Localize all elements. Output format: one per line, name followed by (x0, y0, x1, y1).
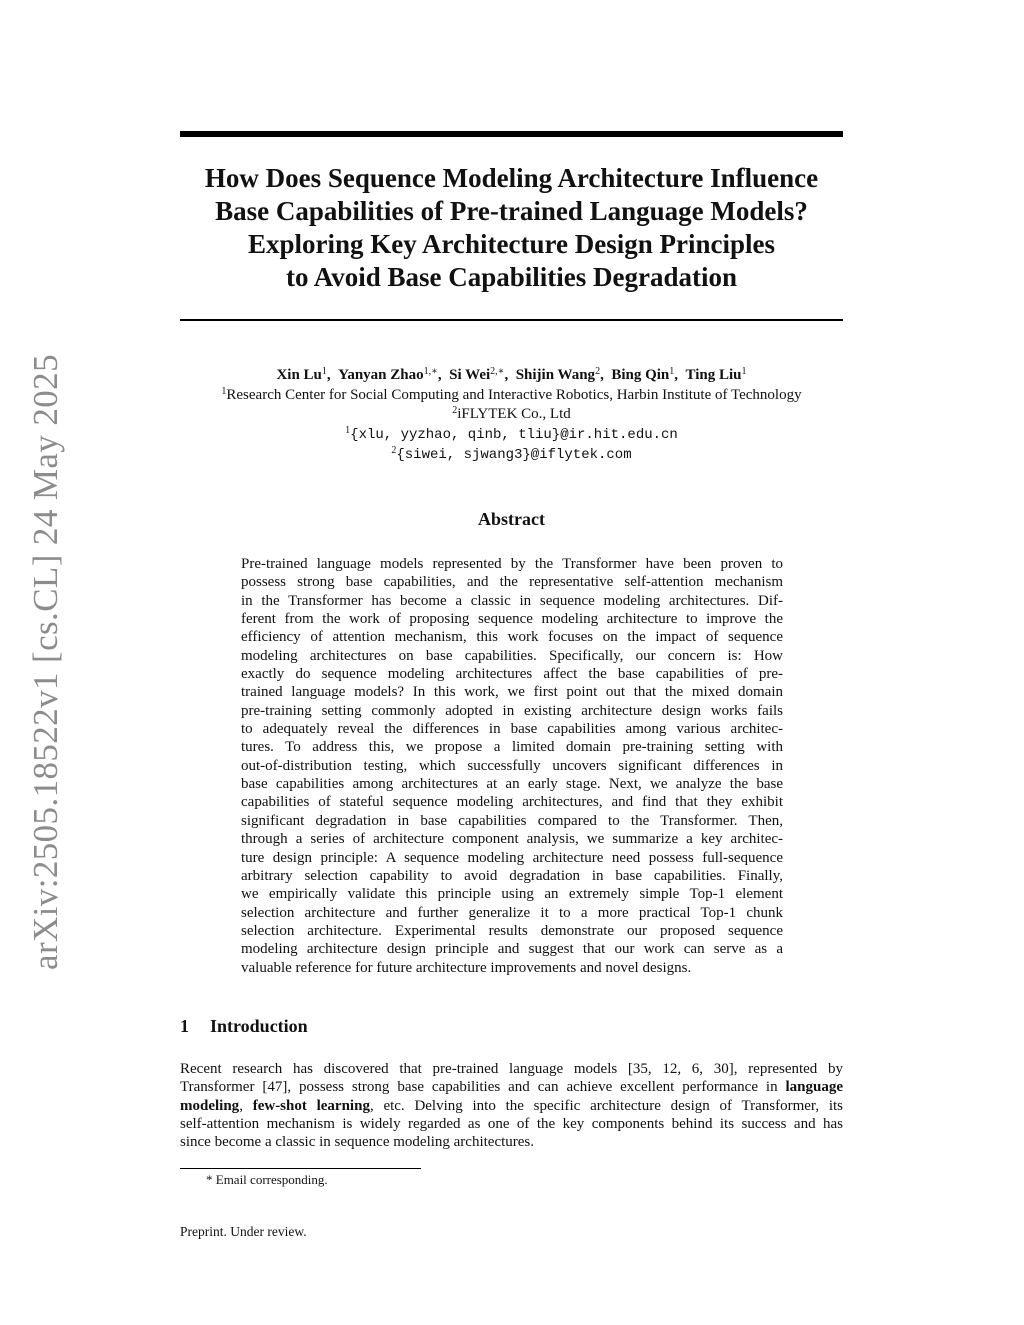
intro-line: self-attention mechanism is widely regarded as one of the key components behind its success and has (180, 1115, 843, 1132)
section-heading-introduction (180, 1016, 308, 1037)
author-affiliation-mark: 2 (595, 366, 601, 377)
abstract-line: base capabilities among architectures at an early stage. Next, we analyze the base (241, 776, 783, 793)
preprint-notice: Preprint. Under review. (180, 1224, 307, 1239)
abstract-line: valuable reference for future architecture improvements and novel designs. (241, 959, 692, 976)
author-block (180, 366, 843, 466)
abstract-line: tures. To address this, we propose a limited domain pre-training setting with (241, 739, 783, 756)
abstract-line: we empirically validate this principle using an extremely simple Top-1 element (241, 886, 783, 903)
abstract-line: to adequately reveal the differences in base capabilities among various architec- (241, 721, 783, 738)
bold-term: few-shot learning (252, 1097, 370, 1114)
abstract-line: ture design principle: A sequence modeling architecture need possess full-sequence (241, 849, 783, 866)
introduction-paragraph (180, 1060, 843, 1151)
abstract-line: modeling architectures on base capabilities. Specifically, our concern is: How (241, 647, 783, 664)
abstract-line: trained language models? In this work, we first point out that the mixed domain (241, 684, 783, 701)
author-name: Si Wei (449, 367, 491, 383)
abstract-line: ferent from the work of proposing sequence modeling architecture to improve the (241, 611, 783, 628)
intro-line: Recent research has discovered that pre-trained language models [35, 12, 6, 30], represented by (180, 1061, 843, 1077)
abstract-line: capabilities of stateful sequence modeling architectures, and find that they exhibit (241, 794, 783, 811)
author-affiliation-mark: 1 (741, 366, 747, 377)
title-rule-bottom (180, 319, 843, 321)
author-affiliation-mark: 1 (669, 366, 675, 377)
section-number: 1 (180, 1016, 189, 1036)
abstract-body (241, 555, 783, 977)
affiliation-line: $^1$Research Center for Social Computing and Interactive Robotics, Harbin Institute of Technology (221, 385, 802, 403)
title-line: How Does Sequence Modeling Architecture Influence (204, 163, 819, 193)
abstract-line: in the Transformer has become a classic in sequence modeling architectures. Dif- (241, 592, 783, 609)
abstract-line: out-of-distribution testing, which successfully uncovers significant differences in (241, 757, 783, 774)
title-line: to Avoid Base Capabilities Degradation (285, 262, 738, 292)
abstract-line: pre-training setting commonly adopted in existing architecture design works fails (241, 702, 783, 719)
abstract-line: Pre-trained language models represented by the Transformer have been proven to (241, 556, 783, 572)
abstract-line: significant degradation in base capabilities compared to the Transformer. Then, (241, 812, 783, 829)
bold-term: modeling (180, 1097, 240, 1114)
abstract-line: exactly do sequence modeling architectures affect the base capabilities of pre- (241, 666, 783, 683)
title-line: Base Capabilities of Pre-trained Language Models? (215, 196, 808, 226)
footnote-rule (180, 1168, 421, 1169)
author-list: Xin Lu$^1$, Yanyan Zhao$^{1,∗}$, Si Wei$^{2,∗}$, Shijin Wang$^2$, Bing Qin$^1$, Ting Liu$^1$ (276, 366, 747, 383)
author-name: Bing Qin (611, 367, 670, 383)
author-name: Ting Liu (685, 367, 742, 383)
email-line: $^2${siwei, sjwang3}@iflytek.com (391, 445, 632, 463)
title-line: Exploring Key Architecture Design Principles (248, 229, 775, 259)
author-affiliation-mark: 1,∗ (423, 366, 438, 377)
affiliation-line: $^2$iFLYTEK Co., Ltd (452, 405, 571, 422)
intro-line: modeling, few-shot learning, etc. Delving into the specific architecture design of Transformer, its (180, 1097, 844, 1114)
author-name: Shijin Wang (515, 367, 596, 383)
section-title: Introduction (210, 1016, 308, 1036)
author-name: Yanyan Zhao (338, 367, 424, 383)
abstract-heading: Abstract (478, 509, 545, 529)
abstract-line: selection architecture. Experimental results demonstrate our proposed sequence (241, 922, 783, 939)
abstract-line: possess strong base capabilities, and the representative self-attention mechanism (241, 574, 783, 591)
abstract-line: modeling architecture design principle and suggest that our work can serve as a (241, 941, 783, 958)
email-line: $^1${xlu, yyzhao, qinb, tliu}@ir.hit.edu.cn (345, 424, 678, 443)
author-affiliation-mark: 2,∗ (490, 366, 505, 377)
intro-line: since become a classic in sequence modeling architectures. (180, 1134, 535, 1151)
author-name: Xin Lu (276, 367, 322, 383)
intro-line: Transformer [47], possess strong base capabilities and can achieve excellent performance in language (180, 1079, 843, 1096)
arxiv-id: arXiv:2505.18522v1 [cs.CL] 24 May 2025 (26, 354, 65, 970)
abstract-line: through a series of architecture component analysis, we summarize a key architec- (241, 831, 783, 848)
abstract-line: arbitrary selection capability to avoid degradation in base capabilities. Finally, (241, 867, 783, 884)
title-rule-top (180, 131, 843, 137)
bold-term: language (785, 1079, 843, 1096)
abstract-line: selection architecture and further generalize it to a more practical Top-1 chunk (241, 904, 783, 921)
author-affiliation-mark: 1 (321, 366, 327, 377)
paper-title (180, 162, 843, 294)
footnote: * Email corresponding. (206, 1172, 328, 1187)
abstract-line: efficiency of attention mechanism, this work focuses on the impact of sequence (241, 629, 783, 646)
